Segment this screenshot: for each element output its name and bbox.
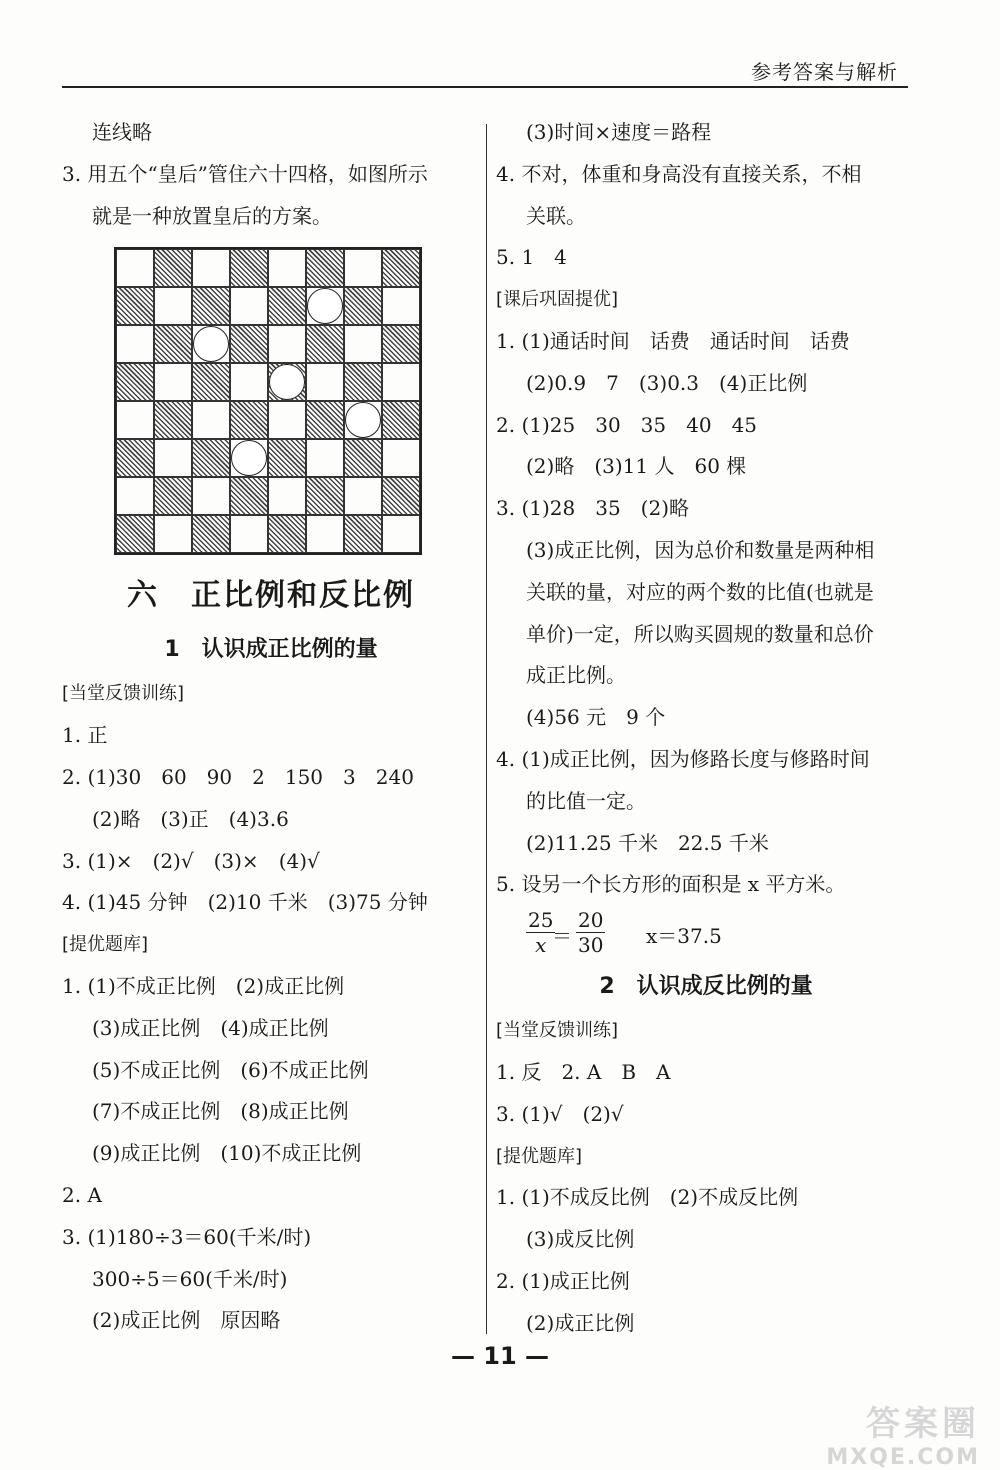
equation [496,906,916,964]
board-square [192,287,230,325]
board-square [230,477,268,515]
answer-line: 的比值一定。 [526,788,646,813]
watermark-line2: MXQE.COM [826,1445,980,1470]
board-square [154,363,192,401]
queen-marker [231,440,267,476]
right-column [496,112,916,1345]
fraction-left-numerator: 25 [528,908,554,933]
section-title-2: 2 认识成反比例的量 [599,974,813,1000]
column-divider [486,124,487,1334]
answer-line: 2. (1)成正比例 [496,1268,630,1293]
board-square [116,401,154,439]
board-square [344,439,382,477]
answer-line: (3)成反比例 [526,1227,635,1252]
answer-line: (3)成正比例 (4)成正比例 [92,1015,329,1040]
answer-line: (9)成正比例 (10)不成正比例 [92,1141,362,1166]
answer-line: 1. 反 2. A B A [496,1059,671,1084]
answer-line: 3. (1)× (2)√ (3)× (4)√ [62,848,320,873]
answer-line: 5. 1 4 [496,245,567,270]
board-square [382,363,420,401]
watermark-line1: 答案圈 [866,1404,980,1444]
board-square [382,515,420,553]
queen-marker [345,402,381,438]
answer-line: 4. 不对，体重和身高没有直接关系，不相 [496,161,862,186]
answer-line: (7)不成正比例 (8)成正比例 [92,1099,349,1124]
right-lines-b [496,1010,916,1344]
board-square [192,515,230,553]
board-square [154,325,192,363]
board-square [382,249,420,287]
answer-line: 300÷5＝60(千米/时) [92,1266,288,1291]
board-square [268,363,306,401]
board-square [116,515,154,553]
board-square [192,325,230,363]
board-square [382,325,420,363]
board-square [268,325,306,363]
header-rule [62,86,908,88]
board-square [230,401,268,439]
board-square [230,287,268,325]
answer-line: (2)略 (3)11 人 60 棵 [526,454,747,479]
left-lines-after [62,673,480,1342]
board-square [192,363,230,401]
board-square [116,477,154,515]
answer-line: 连线略 [92,120,152,144]
board-square [268,287,306,325]
board-square [268,515,306,553]
board-square [268,477,306,515]
board-square [230,439,268,477]
answer-line: (2)成正比例 [526,1310,635,1335]
board-square [306,249,344,287]
board-square [268,439,306,477]
answer-line: 3. (1)180÷3＝60(千米/时) [62,1224,312,1249]
board-square [116,439,154,477]
queen-marker [193,326,229,362]
answer-line: 1. (1)不成反比例 (2)不成反比例 [496,1185,799,1210]
board-square [230,363,268,401]
board-square [116,249,154,287]
answer-line: 3. (1)√ (2)√ [496,1101,624,1126]
board-square [382,401,420,439]
fraction-right-numerator: 20 [578,908,604,933]
right-lines-a [496,112,916,906]
chapter-title: 六 正比例和反比例 [127,578,415,614]
board-square [344,477,382,515]
board-square [382,439,420,477]
board-square [192,439,230,477]
chessboard [114,247,422,555]
section-header: [当堂反馈训练] [62,683,185,705]
answer-line: (3)时间×速度＝路程 [526,120,712,144]
answer-line: (4)56 元 9 个 [526,705,666,730]
answer-line: 关联的量，对应的两个数的比值(也就是 [526,579,874,604]
answer-line: 就是一种放置皇后的方案。 [92,203,332,228]
equals-sign: ＝ [552,924,572,949]
board-square [306,515,344,553]
board-square [192,401,230,439]
board-square [154,477,192,515]
answer-line: 4. (1)成正比例，因为修路长度与修路时间 [496,746,870,771]
answer-line: (3)成正比例，因为总价和数量是两种相 [526,537,875,562]
board-square [382,477,420,515]
board-square [116,287,154,325]
answer-line: 3. (1)28 35 (2)略 [496,496,689,521]
board-square [306,439,344,477]
section-header: [课后巩固提优] [496,289,619,311]
board-square [154,249,192,287]
board-square [306,325,344,363]
board-square [154,515,192,553]
board-square [306,287,344,325]
fraction-right-denominator: 30 [578,933,604,958]
queen-marker [269,364,305,400]
fraction-right [576,908,605,957]
queen-marker [307,288,343,324]
answer-line: 关联。 [526,203,586,228]
board-square [344,401,382,439]
board-square [116,325,154,363]
board-square [116,363,154,401]
section-title-1: 1 认识成正比例的量 [164,637,378,663]
board-square [154,439,192,477]
board-square [344,363,382,401]
board-square [344,515,382,553]
board-square [230,325,268,363]
answer-line: (2)略 (3)正 (4)3.6 [92,806,289,831]
board-square [306,363,344,401]
board-square [192,249,230,287]
board-square [230,515,268,553]
left-column [62,112,480,1342]
left-lines-before [62,112,480,237]
board-square [382,287,420,325]
answer-line: 4. (1)45 分钟 (2)10 千米 (3)75 分钟 [62,890,428,915]
board-square [306,477,344,515]
answer-line: 1. 正 [62,723,108,748]
board-square [230,249,268,287]
answer-line: 成正比例。 [526,663,626,688]
answer-line: 3. 用五个“皇后”管住六十四格，如图所示 [62,161,428,186]
board-square [344,287,382,325]
fraction-left-denominator: x [535,933,547,958]
answer-line: 5. 设另一个长方形的面积是 x 平方米。 [496,872,846,897]
answer-line: 2. A [62,1182,102,1207]
answer-line: (2)成正比例 原因略 [92,1308,281,1333]
answer-line: 2. (1)30 60 90 2 150 3 240 [62,764,414,789]
answer-line: 2. (1)25 30 35 40 45 [496,412,758,437]
answer-line: (2)11.25 千米 22.5 千米 [526,830,769,855]
header-title: 参考答案与解析 [751,60,898,84]
section-header: [提优题库] [62,934,149,956]
board-square [344,325,382,363]
chessboard-figure [62,237,480,565]
board-square [344,249,382,287]
answer-line: 1. (1)通话时间 话费 通话时间 话费 [496,328,850,353]
answer-line: (5)不成正比例 (6)不成正比例 [92,1057,369,1082]
page-number: — 11 — [450,1342,550,1370]
board-square [268,401,306,439]
watermark-logo [826,1396,980,1470]
section-header: [提优题库] [496,1145,583,1167]
board-square [154,287,192,325]
answer-line: (2)0.9 7 (3)0.3 (4)正比例 [526,370,808,395]
board-square [154,401,192,439]
equation-solution: x＝37.5 [646,924,722,949]
answer-line: 1. (1)不成正比例 (2)成正比例 [62,973,345,998]
board-square [306,401,344,439]
section-header: [当堂反馈训练] [496,1020,619,1042]
board-square [192,477,230,515]
answer-line: 单价)一定，所以购买圆规的数量和总价 [526,621,874,646]
board-square [268,249,306,287]
